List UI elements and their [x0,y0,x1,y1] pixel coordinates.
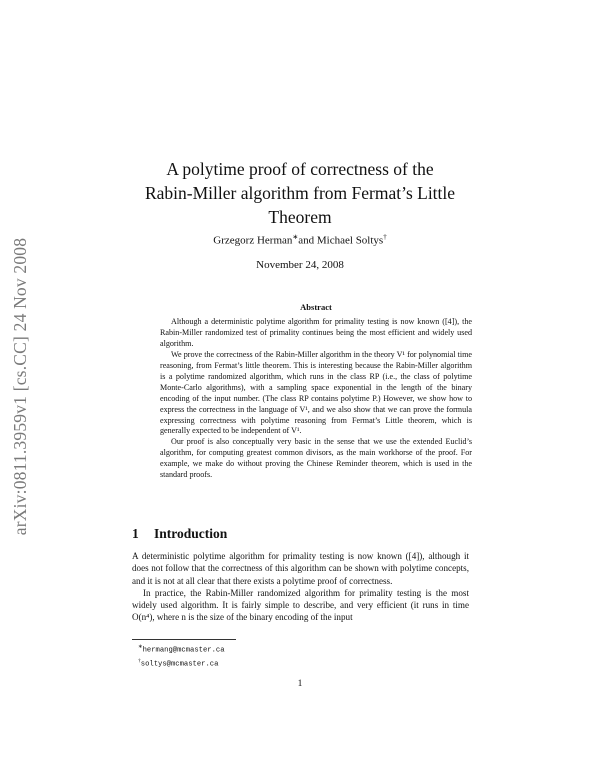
abstract-section [160,302,472,481]
paper-title [110,157,490,229]
footnote-mark: † [383,233,387,241]
abstract-heading: Abstract [300,302,332,312]
author-name: Grzegorz Herman [213,234,293,247]
footnote-divider [132,639,236,640]
arxiv-identifier-text: arXiv:0811.3959v1 [cs.CC] 24 Nov 2008 [10,237,31,535]
arxiv-identifier [2,190,40,582]
footnotes [138,642,225,670]
section-heading [132,526,227,542]
footnote-mark: ∗ [138,644,143,650]
paper-date: November 24, 2008 [256,259,344,271]
footnote-mark: † [138,657,141,664]
footnote-email: soltys@mcmaster.ca [140,660,219,669]
section-title: Introduction [154,526,228,541]
author-list [110,233,490,247]
footnote-email: hermang@mcmaster.ca [142,646,225,655]
abstract-paragraph: We prove the correctness of the Rabin-Miller algorithm in the theory V¹ for polynomial time reasoning, from Fermat’s little theorem. This is interesting because the Rabin-Miller algorithm is a polytime randomized algorithm, which runs in the class RP (i.e., the class of polytime Monte-Carlo algorithms), with a sampling space exponential in the length of the binary encoding of the input number. (The class RP contains polytime P.) However, we show how to express the correctness in the language of V¹, and we also show that we can prove the formula expressing correctness with polytime reasoning from Fermat’s Little theorem, which is generally expected to be independent of V¹. [160,349,472,436]
abstract-paragraph: Our proof is also conceptually very basic in the sense that we use the extended Euclid’s algorithm, for computing greatest common divisors, as the main workhorse of the proof. For example, we make do without proving the Chinese Reminder theorem, which is used in the standard proofs. [160,437,472,480]
footnote-mark: ∗ [292,233,299,241]
footnote [138,656,225,670]
page-number: 1 [297,679,303,689]
section-number: 1 [132,526,139,541]
title-line: A polytime proof of correctness of the [166,159,434,179]
introduction-body [132,550,469,624]
footnote [138,642,225,656]
body-paragraph: In practice, the Rabin-Miller randomized algorithm for primality testing is the most widely used algorithm. It is fairly simple to describe, and very efficient (it runs in time O(n⁴), where n is the size of the binary encoding of the input [132,587,469,623]
body-paragraph: A deterministic polytime algorithm for primality testing is now known ([4]), although it does not follow that the correctness of this algorithm can be shown with polytime concepts, and it is not at all clear that there exists a polytime proof of correctness. [132,551,469,586]
title-line: Rabin-Miller algorithm from Fermat’s Little [144,183,456,203]
author-name: and Michael Soltys [298,234,384,247]
abstract-paragraph: Although a deterministic polytime algorithm for primality testing is now known ([4]), the Rabin-Miller randomized test of primality continues being the most efficient and widely used algorithm. [160,316,472,348]
title-line: Theorem [268,207,332,227]
